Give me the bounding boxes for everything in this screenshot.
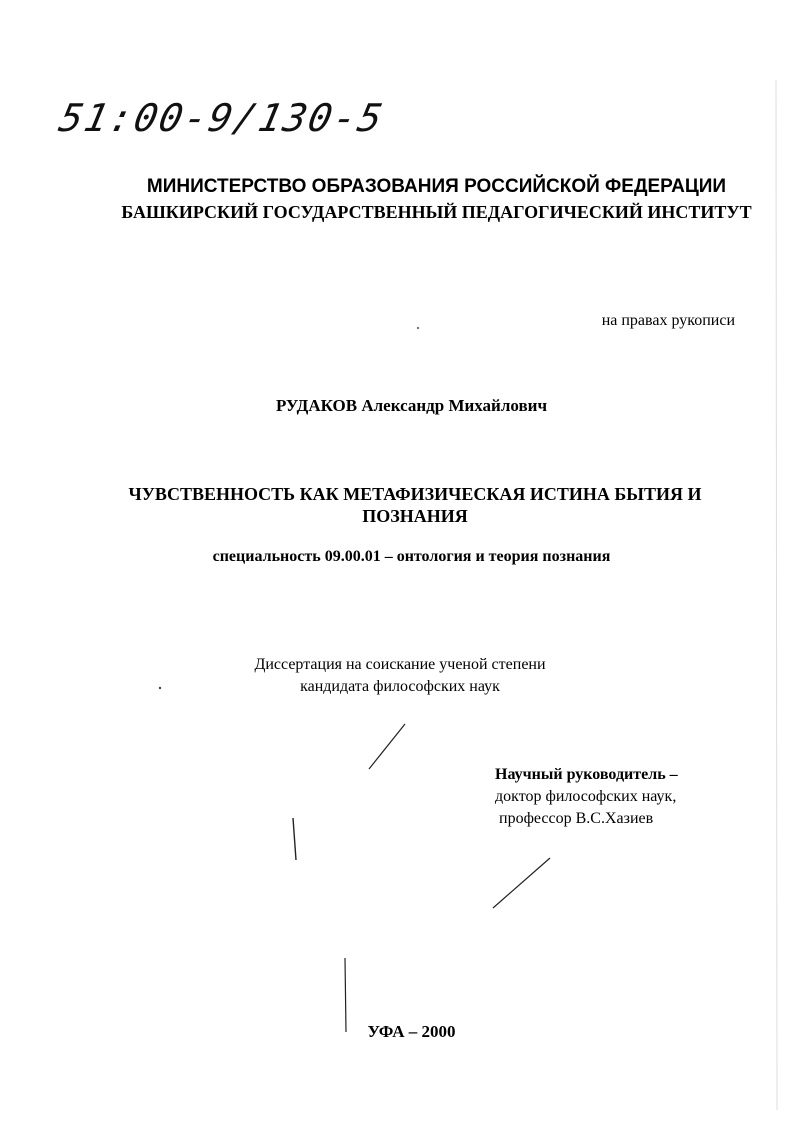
supervisor-degree: доктор философских наук, [495,788,677,805]
supervisor-label: Научный руководитель – [495,766,678,783]
supervisor-name: профессор В.С.Хазиев [499,810,654,827]
scan-edge-line [776,80,777,1110]
author-name: РУДАКОВ Александр Михайлович [275,396,548,415]
pen-stroke-3 [493,858,550,908]
pen-stroke-2 [293,818,296,860]
ministry-heading: МИНИСТЕРСТВО ОБРАЗОВАНИЯ РОССИЙСКОЙ ФЕДЕРАЦИИ [146,176,727,197]
degree-line-2: кандидата философских наук [300,678,500,695]
pen-stroke-4 [345,958,346,1032]
specialty-line: специальность 09.00.01 – онтология и теория познания [212,548,611,565]
title-line-2: ПОЗНАНИЯ [362,506,468,526]
pen-stroke-1 [369,724,405,769]
manuscript-rights-note: на правах рукописи [601,312,735,329]
speck [159,687,161,689]
title-line-1: ЧУВСТВЕННОСТЬ КАК МЕТАФИЗИЧЕСКАЯ ИСТИНА БЫТИЯ И [128,484,702,504]
city-year: УФА – 2000 [367,1022,456,1041]
degree-line-1: Диссертация на соискание ученой степени [254,656,546,673]
institute-heading: БАШКИРСКИЙ ГОСУДАРСТВЕННЫЙ ПЕДАГОГИЧЕСКИЙ ИНСТИТУТ [121,202,752,222]
archive-code-handwritten: 51:00-9/130-5 [55,96,389,140]
speck [417,327,419,329]
